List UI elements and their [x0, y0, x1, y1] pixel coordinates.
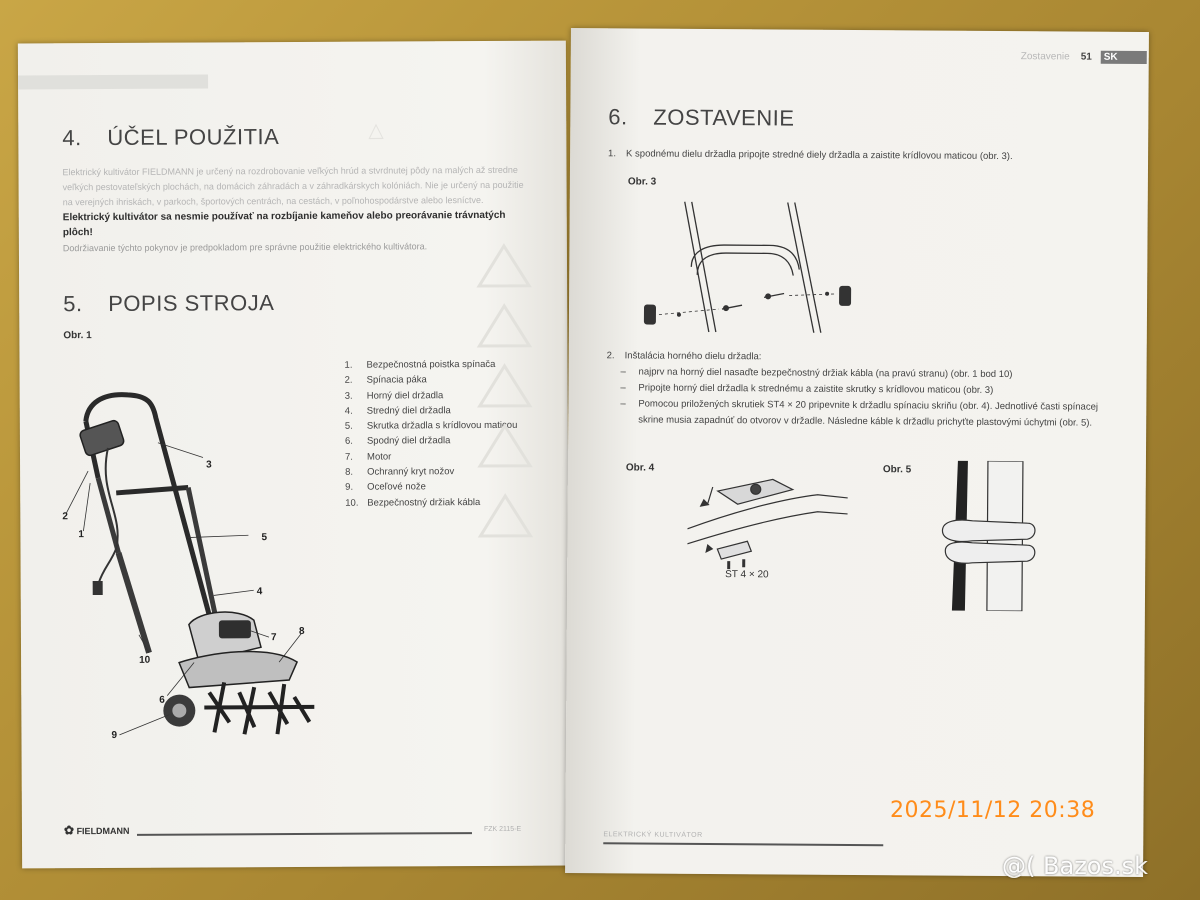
page-number: 51: [1080, 51, 1092, 63]
section4-paragraph: Elektrický kultivátor FIELDMANN je určený na rozdrobovanie veľkých hrúd a stvrdnutej pôdy na malých až stredne veľkých pestovateľských plochách, na domácich záhradách a v záhradkárskych kolóniách. Nie je určený na použitie na verejných ihriskách, v parkoch, športových centrách, na cestách, v poľnohospodárstve alebo lesníctve.: [62, 164, 524, 208]
figure1-label: Obr. 1: [63, 330, 92, 342]
parts-list-item: 7. Motor: [344, 451, 392, 463]
step2-bullets: [606, 364, 1116, 432]
callout-4: 4: [256, 586, 263, 598]
left-footer-code: FZK 2115-E: [483, 825, 522, 834]
parts-list-item: 1. Bezpečnostná poistka spínača: [344, 358, 496, 371]
step2-bullet: – Pripojte horný diel držadla k strednému a zaistite skrutky s krídlovou maticou (obr. 3): [606, 380, 1116, 400]
callout-10: 10: [139, 654, 151, 666]
parts-list-item: 4. Stredný diel držadla: [344, 405, 451, 417]
section5-heading: 5. POPIS STROJA: [63, 290, 275, 317]
screw-spec: ST 4 × 20: [725, 569, 769, 581]
figure5-label: Obr. 5: [882, 464, 912, 476]
show-through-heading: △: [368, 119, 384, 142]
callout-8: 8: [298, 625, 305, 637]
parts-list-item: 5. Skrutka držadla s krídlovou maticou: [344, 420, 518, 432]
flower-icon: ✿: [63, 823, 75, 838]
photo-timestamp: 2025/11/12 20:38: [890, 798, 1096, 823]
parts-list-item: 3. Horný diel držadla: [344, 389, 444, 402]
callout-6: 6: [159, 694, 165, 706]
section6-heading: 6. ZOSTAVENIE: [608, 104, 795, 131]
step2-bullet: – Pomocou priložených skrutiek ST4 × 20 pripevnite k držadlu spínaciu skriňu (obr. 4). Jednotlivé časti spínacej skrine musia zapadnúť do otvorov v držadle. Následne káble k držadlu prichyťte plastovými úchytmi (obr. 5).: [606, 396, 1116, 432]
show-through-triangles: [474, 241, 536, 561]
language-badge: SK: [1101, 51, 1147, 64]
figure3-label: Obr. 3: [627, 176, 657, 188]
figure5-cable-clip: [927, 460, 1048, 611]
callout-9: 9: [111, 729, 118, 741]
parts-list-item: 10. Bezpečnostný držiak kábla: [345, 496, 481, 509]
section4-heading: 4. ÚČEL POUŽITIA: [62, 124, 280, 151]
callout-5: 5: [261, 532, 268, 544]
callout-2: 2: [62, 511, 68, 523]
left-footer-line: [137, 832, 472, 836]
left-page: [18, 41, 570, 869]
section4-warning: Elektrický kultivátor sa nesmie používať na rozbíjanie kameňov alebo preorávanie trávnatých plôch!: [62, 209, 506, 239]
step2-bullet: – najprv na horný diel nasaďte bezpečnostný držiak kábla (na pravú stranu) (obr. 1 bod 10): [606, 364, 1116, 384]
at-icon: @(: [1002, 852, 1036, 880]
parts-list-item: 9. Oceľové nože: [345, 481, 426, 494]
figure4-label: Obr. 4: [625, 462, 655, 474]
right-header: Zostavenie: [1020, 51, 1070, 63]
callout-7: 7: [270, 632, 277, 644]
figure3-handle-assembly: [629, 196, 870, 338]
callout-3: 3: [206, 459, 212, 471]
bazos-watermark: @( Bazos.sk: [1002, 852, 1149, 880]
fieldmann-logo: ✿ FIELDMANN: [63, 823, 130, 838]
assembly-step-2: 2. Inštalácia horného dielu držadla:: [606, 350, 762, 363]
right-footer-line: [603, 842, 883, 846]
parts-list-item: 8. Ochranný kryt nožov: [345, 466, 455, 478]
assembly-step-1: 1. K spodnému dielu držadla pripojte stredné diely držadla a zaistite krídlovou maticou (obr. 3).: [608, 148, 1013, 163]
tiller-illustration: [38, 362, 320, 763]
figure4-switch-box: [687, 469, 858, 580]
right-page: [565, 28, 1149, 877]
callout-1: 1: [78, 529, 85, 541]
parts-list-item: 6. Spodný diel držadla: [344, 435, 451, 448]
parts-list-item: 2. Spínacia páka: [344, 374, 427, 387]
section4-note: Dodržiavanie týchto pokynov je predpokladom pre správne použitie elektrického kultivátora.: [62, 241, 428, 254]
left-header-bar: [18, 74, 208, 89]
right-footer-text: ELEKTRICKÝ KULTIVÁTOR: [603, 831, 703, 839]
